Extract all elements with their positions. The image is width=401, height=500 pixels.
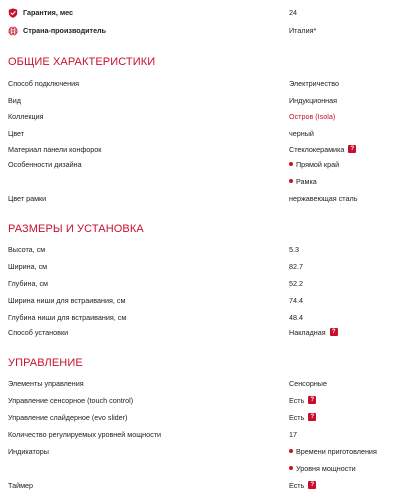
spec-value: Стеклокерамика <box>289 145 345 154</box>
spec-label: Глубина, см <box>8 279 48 288</box>
spec-value: 24 <box>289 8 297 17</box>
spec-label: Страна-производитель <box>23 26 107 35</box>
spec-label: Таймер <box>8 481 34 490</box>
spec-label: Материал панели конфорок <box>8 145 102 154</box>
bullet-dot-icon <box>289 449 293 453</box>
spec-row-indicators <box>8 445 393 459</box>
spec-value-with-help <box>289 394 316 408</box>
spec-label: Количество регулируемых уровней мощности <box>8 430 162 439</box>
bullet-dot-icon <box>289 466 293 470</box>
indicator-list-item <box>289 445 377 459</box>
spec-row-frame-color <box>8 192 393 206</box>
section-title-control: УПРАВЛЕНИЕ <box>8 357 83 369</box>
spec-value: 48.4 <box>289 313 303 322</box>
spec-row-design <box>8 158 393 172</box>
spec-label: Гарантия, мес <box>23 8 74 17</box>
collection-link[interactable]: Остров (Isola) <box>289 112 336 121</box>
spec-label: Цвет рамки <box>8 194 47 203</box>
spec-value: Есть <box>289 413 305 422</box>
spec-value: 5.3 <box>289 245 299 254</box>
question-icon[interactable]: ? <box>308 396 316 404</box>
spec-label: Управление слайдерное (evo slider) <box>8 413 128 422</box>
bullet-dot-icon <box>289 179 293 183</box>
spec-value: 82.7 <box>289 262 303 271</box>
spec-label: Способ установки <box>8 328 69 337</box>
spec-row-niche-depth <box>8 311 393 325</box>
spec-label: Коллекция <box>8 112 44 121</box>
spec-row-warranty <box>8 6 393 20</box>
question-icon[interactable]: ? <box>308 481 316 489</box>
spec-row-indicators-2 <box>8 462 393 476</box>
spec-value-with-help <box>289 479 316 493</box>
spec-value-with-help <box>289 411 316 425</box>
spec-value: Индукционная <box>289 96 338 105</box>
spec-row-design-2 <box>8 175 393 189</box>
globe-icon <box>8 26 18 36</box>
spec-label: Особенности дизайна <box>8 160 82 169</box>
spec-value: Накладная <box>289 328 326 337</box>
spec-label: Индикаторы <box>8 447 49 456</box>
spec-label: Ширина, см <box>8 262 48 271</box>
indicator-list-item <box>289 462 356 476</box>
spec-label: Глубина ниши для встраивания, см <box>8 313 127 322</box>
spec-row-touch-control <box>8 394 393 408</box>
list-item-text: Уровня мощности <box>296 464 356 473</box>
shield-check-icon <box>8 8 18 18</box>
spec-row-connection <box>8 77 393 91</box>
spec-value: Сенсорные <box>289 379 327 388</box>
list-item-text: Рамка <box>296 177 317 186</box>
list-item-text: Времени приготовления <box>296 447 377 456</box>
spec-label: Элементы управления <box>8 379 84 388</box>
spec-value: нержавеющая сталь <box>289 194 358 203</box>
spec-value-with-help <box>289 143 356 157</box>
spec-label: Высота, см <box>8 245 46 254</box>
spec-row-collection <box>8 110 393 124</box>
spec-value: Есть <box>289 481 305 490</box>
spec-row-depth <box>8 277 393 291</box>
question-icon[interactable]: ? <box>348 145 356 153</box>
list-item-text: Прямой край <box>296 160 340 169</box>
spec-row-type <box>8 94 393 108</box>
spec-row-panel-material <box>8 143 393 157</box>
section-title-general: ОБЩИЕ ХАРАКТЕРИСТИКИ <box>8 56 156 68</box>
design-list-item <box>289 175 317 189</box>
spec-row-timer <box>8 479 393 493</box>
spec-label: Способ подключения <box>8 79 80 88</box>
spec-value: Электричество <box>289 79 340 88</box>
spec-value: 74.4 <box>289 296 303 305</box>
spec-value-with-help <box>289 326 338 340</box>
spec-row-control-elements <box>8 377 393 391</box>
spec-row-installation <box>8 326 393 340</box>
spec-value: 17 <box>289 430 297 439</box>
bullet-dot-icon <box>289 162 293 166</box>
spec-row-power-levels <box>8 428 393 442</box>
spec-row-slider-control <box>8 411 393 425</box>
spec-row-niche-width <box>8 294 393 308</box>
spec-row-width <box>8 260 393 274</box>
spec-label: Цвет <box>8 129 25 138</box>
spec-value: черный <box>289 129 314 138</box>
spec-row-height <box>8 243 393 257</box>
spec-label: Вид <box>8 96 22 105</box>
spec-label: Управление сенсорное (touch control) <box>8 396 134 405</box>
question-icon[interactable]: ? <box>330 328 338 336</box>
section-title-dimensions: РАЗМЕРЫ И УСТАНОВКА <box>8 223 144 235</box>
spec-row-country <box>8 24 393 38</box>
spec-row-color <box>8 127 393 141</box>
question-icon[interactable]: ? <box>308 413 316 421</box>
spec-label: Ширина ниши для встраивания, см <box>8 296 126 305</box>
spec-value: 52.2 <box>289 279 303 288</box>
spec-value: Есть <box>289 396 305 405</box>
design-list-item <box>289 158 339 172</box>
spec-value: Италия* <box>289 26 317 35</box>
